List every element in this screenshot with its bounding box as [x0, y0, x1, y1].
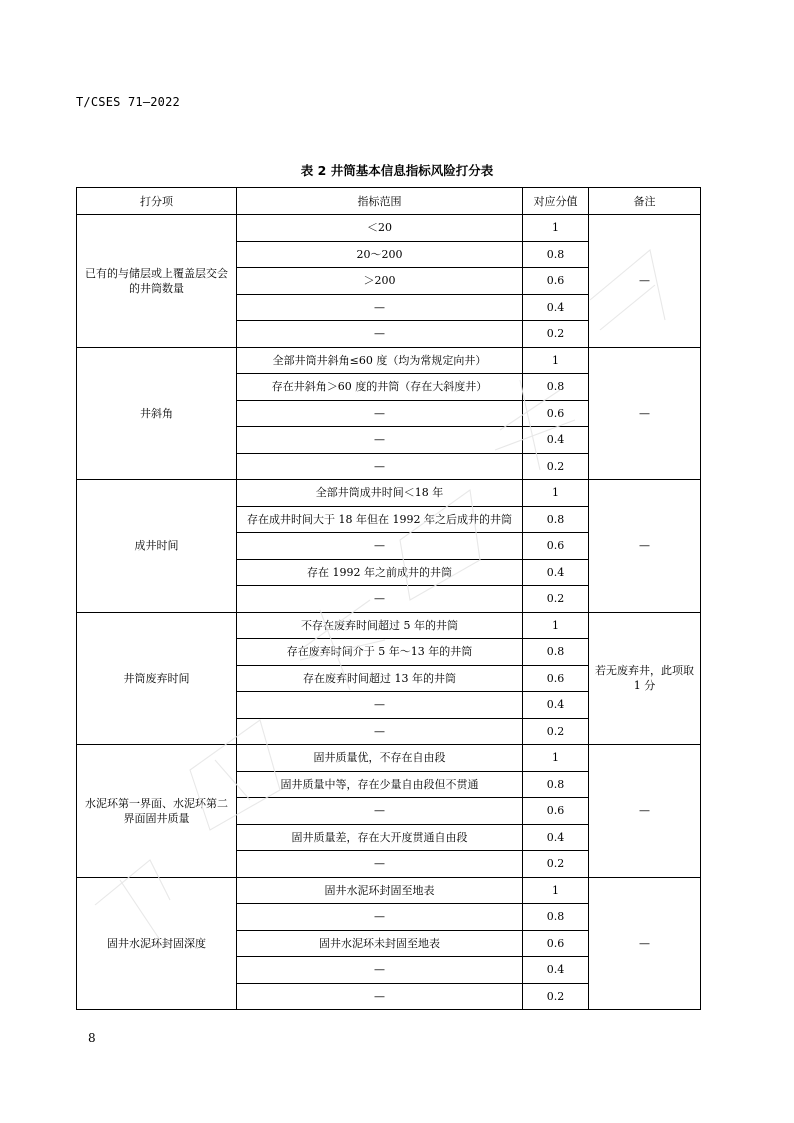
score-value-cell: 0.6	[523, 665, 589, 692]
table-row	[77, 347, 701, 374]
score-value-cell: 1	[523, 877, 589, 904]
indicator-range-cell: —	[237, 798, 523, 825]
score-value-cell: 1	[523, 347, 589, 374]
score-value-cell: 0.2	[523, 718, 589, 745]
table-header-row	[77, 188, 701, 215]
score-item-cell: 水泥环第一界面、水泥环第二界面固井质量	[77, 745, 237, 878]
indicator-range-cell: 固井水泥环封固至地表	[237, 877, 523, 904]
document-code: T/CSES 71—2022	[76, 95, 180, 109]
column-header-item: 打分项	[77, 188, 237, 215]
score-value-cell: 0.4	[523, 824, 589, 851]
score-value-cell: 0.8	[523, 639, 589, 666]
score-value-cell: 0.4	[523, 957, 589, 984]
indicator-range-cell: 固井质量差，存在大开度贯通自由段	[237, 824, 523, 851]
page-number: 8	[88, 1031, 96, 1045]
indicator-range-cell: —	[237, 294, 523, 321]
table-title: 表 2 井筒基本信息指标风险打分表	[300, 163, 494, 178]
score-value-cell: 0.4	[523, 294, 589, 321]
score-value-cell: 0.4	[523, 427, 589, 454]
indicator-range-cell: 固井水泥环未封固至地表	[237, 930, 523, 957]
score-value-cell: 1	[523, 612, 589, 639]
column-header-range: 指标范围	[237, 188, 523, 215]
column-header-note: 备注	[589, 188, 701, 215]
score-value-cell: 0.6	[523, 400, 589, 427]
score-value-cell: 0.2	[523, 586, 589, 613]
table-row	[77, 215, 701, 242]
score-value-cell: 0.4	[523, 692, 589, 719]
score-value-cell: 0.6	[523, 533, 589, 560]
indicator-range-cell: —	[237, 427, 523, 454]
indicator-range-cell: ＜20	[237, 215, 523, 242]
risk-score-table	[76, 187, 701, 1010]
score-value-cell: 0.4	[523, 559, 589, 586]
indicator-range-cell: 固井质量优，不存在自由段	[237, 745, 523, 772]
indicator-range-cell: 全部井筒井斜角≤60 度（均为常规定向井）	[237, 347, 523, 374]
indicator-range-cell: —	[237, 983, 523, 1010]
score-item-cell: 井筒废弃时间	[77, 612, 237, 745]
note-cell: 若无废弃井，此项取 1 分	[589, 612, 701, 745]
table-body	[77, 215, 701, 1010]
indicator-range-cell: 存在井斜角＞60 度的井筒（存在大斜度井）	[237, 374, 523, 401]
score-value-cell: 0.8	[523, 904, 589, 931]
score-value-cell: 0.6	[523, 268, 589, 295]
indicator-range-cell: 存在成井时间大于 18 年但在 1992 年之后成井的井筒	[237, 506, 523, 533]
table-row	[77, 612, 701, 639]
score-value-cell: 0.2	[523, 321, 589, 348]
indicator-range-cell: —	[237, 321, 523, 348]
indicator-range-cell: 固井质量中等，存在少量自由段但不贯通	[237, 771, 523, 798]
column-header-score: 对应分值	[523, 188, 589, 215]
note-cell: —	[589, 877, 701, 1010]
score-value-cell: 1	[523, 480, 589, 507]
score-value-cell: 0.8	[523, 374, 589, 401]
score-value-cell: 0.2	[523, 453, 589, 480]
indicator-range-cell: ＞200	[237, 268, 523, 295]
table-row	[77, 745, 701, 772]
indicator-range-cell: 不存在废弃时间超过 5 年的井筒	[237, 612, 523, 639]
table-row	[77, 480, 701, 507]
indicator-range-cell: —	[237, 533, 523, 560]
score-value-cell: 0.8	[523, 771, 589, 798]
score-item-cell: 成井时间	[77, 480, 237, 613]
score-value-cell: 0.2	[523, 851, 589, 878]
note-cell: —	[589, 215, 701, 348]
score-value-cell: 1	[523, 215, 589, 242]
indicator-range-cell: 存在废弃时间超过 13 年的井筒	[237, 665, 523, 692]
indicator-range-cell: —	[237, 453, 523, 480]
note-cell: —	[589, 347, 701, 480]
indicator-range-cell: —	[237, 957, 523, 984]
table-row	[77, 877, 701, 904]
indicator-range-cell: 存在 1992 年之前成井的井筒	[237, 559, 523, 586]
note-cell: —	[589, 745, 701, 878]
score-item-cell: 已有的与储层或上覆盖层交会的井筒数量	[77, 215, 237, 348]
score-value-cell: 1	[523, 745, 589, 772]
score-value-cell: 0.6	[523, 798, 589, 825]
score-value-cell: 0.8	[523, 506, 589, 533]
indicator-range-cell: —	[237, 718, 523, 745]
score-value-cell: 0.6	[523, 930, 589, 957]
indicator-range-cell: —	[237, 586, 523, 613]
score-value-cell: 0.8	[523, 241, 589, 268]
indicator-range-cell: —	[237, 400, 523, 427]
score-item-cell: 井斜角	[77, 347, 237, 480]
score-item-cell: 固井水泥环封固深度	[77, 877, 237, 1010]
indicator-range-cell: —	[237, 851, 523, 878]
note-cell: —	[589, 480, 701, 613]
indicator-range-cell: 存在废弃时间介于 5 年～13 年的井筒	[237, 639, 523, 666]
indicator-range-cell: 全部井筒成井时间＜18 年	[237, 480, 523, 507]
score-value-cell: 0.2	[523, 983, 589, 1010]
indicator-range-cell: —	[237, 692, 523, 719]
indicator-range-cell: —	[237, 904, 523, 931]
indicator-range-cell: 20～200	[237, 241, 523, 268]
